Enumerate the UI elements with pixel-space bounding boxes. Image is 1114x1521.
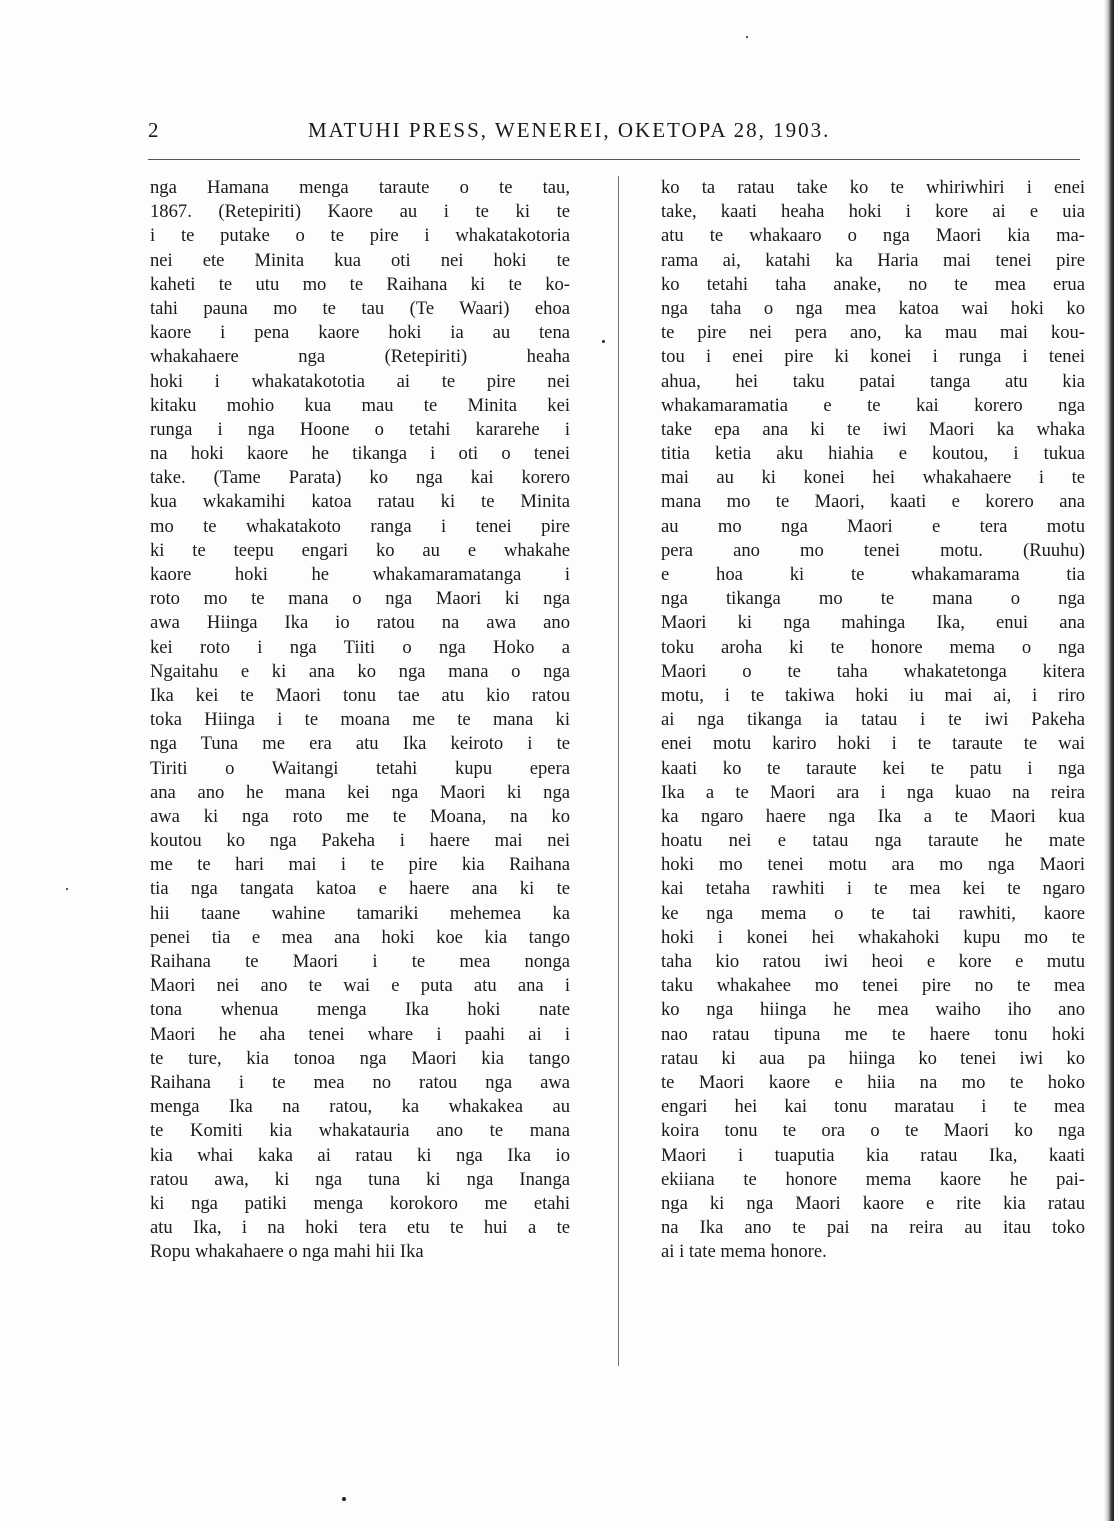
text-line: kua wkakamihi katoa ratau ki te Minita bbox=[150, 491, 570, 513]
text-line: koira tonu te ora o te Maori ko nga bbox=[661, 1120, 1085, 1142]
text-line: 1867. (Retepiriti) Kaore au i te ki te bbox=[150, 201, 570, 223]
print-speck bbox=[66, 888, 68, 890]
left-column bbox=[150, 176, 570, 1264]
text-line: au mo nga Maori e tera motu bbox=[661, 515, 1085, 537]
text-line: Maori o te taha whakatetonga kitera bbox=[661, 660, 1085, 682]
text-line: ai i tate mema honore. bbox=[661, 1241, 827, 1263]
text-line: mo te whakatakoto ranga i tenei pire bbox=[150, 515, 570, 537]
text-line: atu te whakaaro o nga Maori kia ma- bbox=[661, 225, 1085, 247]
text-line: toku aroha ki te honore mema o nga bbox=[661, 636, 1085, 658]
text-line: penei tia e mea ana hoki koe kia tango bbox=[150, 926, 570, 948]
text-line: na Ika ano te pai na reira au itau toko bbox=[661, 1217, 1085, 1239]
page-header bbox=[148, 118, 1078, 146]
text-line: awa ki nga roto me te Moana, na ko bbox=[150, 805, 570, 827]
text-line: take. (Tame Parata) ko nga kai korero bbox=[150, 467, 570, 489]
text-line: motu, i te takiwa hoki iu mai ai, i riro bbox=[661, 684, 1085, 706]
text-line: taha kio ratou iwi heoi e kore e mutu bbox=[661, 951, 1085, 972]
running-head: MATUHI PRESS, WENEREI, OKETOPA 28, 1903. bbox=[308, 118, 831, 142]
column-divider bbox=[618, 176, 619, 1366]
text-line: tona whenua menga Ika hoki nate bbox=[150, 999, 570, 1021]
text-line: tou i enei pire ki konei i runga i tenei bbox=[661, 346, 1085, 368]
text-line: nao ratau tipuna me te haere tonu hoki bbox=[661, 1023, 1085, 1045]
text-line: mana mo te Maori, kaati e korero ana bbox=[661, 491, 1085, 513]
text-line: na hoki kaore he tikanga i oti o tenei bbox=[150, 443, 570, 465]
text-line: kaheti te utu mo te Raihana ki te ko- bbox=[150, 273, 570, 295]
text-line: kaati ko te taraute kei te patu i nga bbox=[661, 757, 1085, 779]
text-line: ko nga hiinga he mea waiho iho ano bbox=[661, 999, 1085, 1021]
text-line: ahua, hei taku patai tanga atu kia bbox=[661, 370, 1085, 392]
text-line: enei motu kariro hoki i te taraute te wai bbox=[661, 733, 1085, 755]
text-line: ekiiana te honore mema kaore he pai- bbox=[661, 1168, 1085, 1190]
text-line: ko ta ratau take ko te whiriwhiri i enei bbox=[661, 177, 1085, 198]
text-line: Ropu whakahaere o nga mahi hii Ika bbox=[150, 1241, 424, 1263]
text-line: ai nga tikanga ia tatau i te iwi Pakeha bbox=[661, 709, 1085, 731]
text-line: taku whakahee mo tenei pire no te mea bbox=[661, 975, 1085, 997]
text-line: ke nga mema o te tai rawhiti, kaore bbox=[661, 902, 1085, 924]
text-line: kei roto i nga Tiiti o nga Hoko a bbox=[150, 636, 570, 658]
text-line: Raihana i te mea no ratou nga awa bbox=[150, 1071, 570, 1093]
text-line: ki nga patiki menga korokoro me etahi bbox=[150, 1192, 570, 1214]
text-line: ko tetahi taha anake, no te mea erua bbox=[661, 273, 1085, 295]
text-line: hoki i whakatakototia ai te pire nei bbox=[150, 370, 570, 392]
text-line: titia ketia aku hiahia e koutou, i tukua bbox=[661, 443, 1085, 465]
page-edge-shadow bbox=[1104, 0, 1114, 1521]
text-line: nga Hamana menga taraute o te tau, bbox=[150, 177, 570, 198]
text-line: ana ano he mana kei nga Maori ki nga bbox=[150, 781, 570, 803]
text-line: Ngaitahu e ki ana ko nga mana o nga bbox=[150, 660, 570, 682]
text-line: hii taane wahine tamariki mehemea ka bbox=[150, 902, 570, 924]
text-line: Ika a te Maori ara i nga kuao na reira bbox=[661, 781, 1085, 803]
print-speck bbox=[602, 340, 605, 343]
text-line: me te hari mai i te pire kia Raihana bbox=[150, 854, 570, 876]
text-line: Raihana te Maori i te mea nonga bbox=[150, 951, 570, 972]
text-line: pera ano mo tenei motu. (Ruuhu) bbox=[661, 539, 1085, 561]
text-line: roto mo te mana o nga Maori ki nga bbox=[150, 588, 570, 610]
text-line: Maori nei ano te wai e puta atu ana i bbox=[150, 975, 570, 997]
print-speck bbox=[746, 36, 748, 38]
text-line: hoki i konei hei whakahoki kupu mo te bbox=[661, 926, 1085, 948]
text-line: hoatu nei e tatau nga taraute he mate bbox=[661, 830, 1085, 852]
text-line: te Maori kaore e hiia na mo te hoko bbox=[661, 1071, 1085, 1093]
text-line: Ika kei te Maori tonu tae atu kio ratou bbox=[150, 684, 570, 706]
text-line: te ture, kia tonoa nga Maori kia tango bbox=[150, 1047, 570, 1069]
text-line: nga taha o nga mea katoa wai hoki ko bbox=[661, 297, 1085, 319]
text-line: nga Tuna me era atu Ika keiroto i te bbox=[150, 733, 570, 755]
text-line: kaore i pena kaore hoki ia au tena bbox=[150, 322, 570, 344]
text-line: ratau ki aua pa hiinga ko tenei iwi ko bbox=[661, 1047, 1085, 1069]
text-line: whakamaramatia e te kai korero nga bbox=[661, 394, 1085, 416]
text-line: awa Hiinga Ika io ratou na awa ano bbox=[150, 612, 570, 634]
text-line: Maori he aha tenei whare i paahi ai i bbox=[150, 1023, 570, 1045]
text-line: take, kaati heaha hoki i kore ai e uia bbox=[661, 201, 1085, 223]
print-speck bbox=[342, 1497, 346, 1501]
text-line: engari hei kai tonu maratau i te mea bbox=[661, 1096, 1085, 1118]
text-line: ka ngaro haere nga Ika a te Maori kua bbox=[661, 805, 1085, 827]
text-line: i te putake o te pire i whakatakotoria bbox=[150, 225, 570, 247]
text-line: koutou ko nga Pakeha i haere mai nei bbox=[150, 830, 570, 852]
text-line: nei ete Minita kua oti nei hoki te bbox=[150, 249, 570, 271]
text-line: ratou awa, ki nga tuna ki nga Inanga bbox=[150, 1168, 570, 1190]
text-line: kia whai kaka ai ratau ki nga Ika io bbox=[150, 1144, 570, 1166]
text-line: toka Hiinga i te moana me te mana ki bbox=[150, 709, 570, 731]
text-line: atu Ika, i na hoki tera etu te hui a te bbox=[150, 1217, 570, 1239]
text-line: rama ai, katahi ka Haria mai tenei pire bbox=[661, 249, 1085, 271]
text-line: te pire nei pera ano, ka mau mai kou- bbox=[661, 322, 1085, 344]
text-line: e hoa ki te whakamarama tia bbox=[661, 564, 1085, 585]
text-line: Tiriti o Waitangi tetahi kupu epera bbox=[150, 757, 570, 779]
text-line: take epa ana ki te iwi Maori ka whaka bbox=[661, 418, 1085, 440]
text-line: kitaku mohio kua mau te Minita kei bbox=[150, 394, 570, 416]
text-line: runga i nga Hoone o tetahi kararehe i bbox=[150, 418, 570, 440]
text-line: tia nga tangata katoa e haere ana ki te bbox=[150, 878, 570, 900]
text-line: hoki mo tenei motu ara mo nga Maori bbox=[661, 854, 1085, 876]
text-line: tahi pauna mo te tau (Te Waari) ehoa bbox=[150, 297, 570, 319]
text-line: Maori ki nga mahinga Ika, enui ana bbox=[661, 612, 1085, 634]
text-line: whakahaere nga (Retepiriti) heaha bbox=[150, 346, 570, 368]
text-line: mai au ki konei hei whakahaere i te bbox=[661, 467, 1085, 489]
text-line: kai tetaha rawhiti i te mea kei te ngaro bbox=[661, 878, 1085, 900]
text-line: nga ki nga Maori kaore e rite kia ratau bbox=[661, 1192, 1085, 1214]
text-line: nga tikanga mo te mana o nga bbox=[661, 588, 1085, 610]
text-line: menga Ika na ratou, ka whakakea au bbox=[150, 1096, 570, 1118]
text-line: kaore hoki he whakamaramatanga i bbox=[150, 564, 570, 585]
text-line: Maori i tuaputia kia ratau Ika, kaati bbox=[661, 1144, 1085, 1166]
text-line: te Komiti kia whakatauria ano te mana bbox=[150, 1120, 570, 1142]
header-rule bbox=[148, 159, 1080, 160]
text-line: ki te teepu engari ko au e whakahe bbox=[150, 539, 570, 561]
page-number: 2 bbox=[148, 118, 160, 142]
right-column bbox=[661, 176, 1085, 1264]
